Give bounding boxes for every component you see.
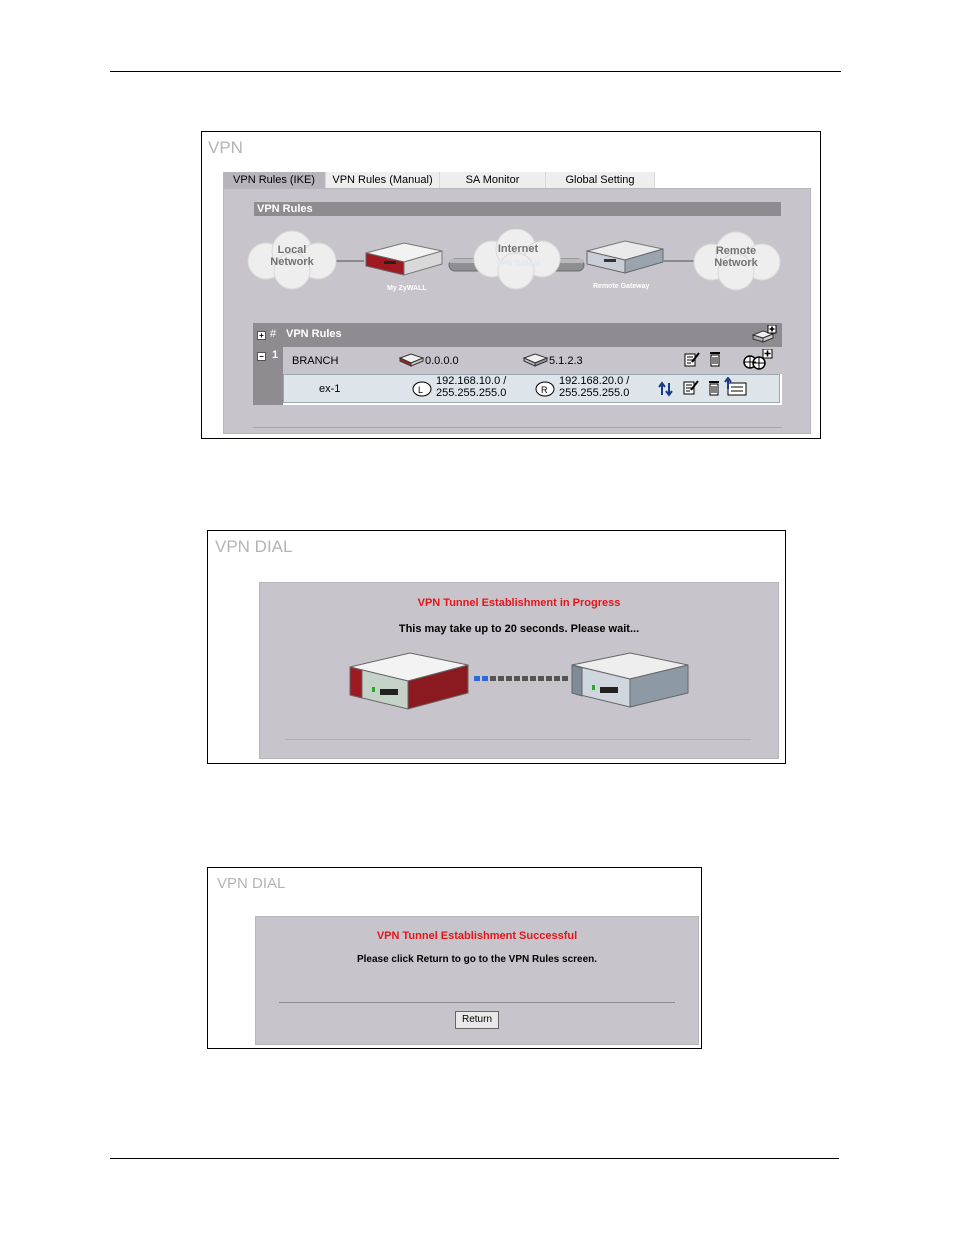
- add-network-policy-icon[interactable]: [741, 349, 773, 371]
- wait-message: This may take up to 20 seconds. Please wait...: [398, 623, 640, 635]
- local-network-ip: 192.168.10.0 /: [436, 375, 507, 387]
- local-gateway-icon: [399, 353, 425, 367]
- return-button[interactable]: Return: [455, 1011, 499, 1029]
- network-policy-row: [283, 374, 780, 403]
- svg-text:R: R: [541, 385, 548, 395]
- my-zywall-device: [366, 243, 442, 275]
- collapse-rule-button[interactable]: −: [257, 352, 266, 361]
- network-policy-name: ex-1: [319, 383, 341, 395]
- panel-title: VPN DIAL: [215, 537, 293, 556]
- remote-network-mask: 255.255.255.0: [559, 387, 630, 399]
- instruction-message: Please click Return to go to the VPN Rules screen.: [356, 954, 598, 965]
- dial-result-panel: [255, 916, 699, 1045]
- divider: [285, 739, 751, 740]
- remote-network-icon: [535, 380, 555, 398]
- local-network-label: Local Network: [270, 244, 314, 268]
- rule-number: 1: [272, 349, 279, 361]
- vpn-rules-table: [253, 323, 782, 405]
- status-message: VPN Tunnel Establishment in Progress: [417, 597, 621, 609]
- edit-icon[interactable]: [683, 379, 699, 395]
- my-zywall-label: My ZyWALL: [387, 285, 427, 292]
- tab-sa-monitor[interactable]: SA Monitor: [440, 172, 546, 188]
- remote-gateway-address: 5.1.2.3: [549, 355, 583, 367]
- tab-global-setting[interactable]: Global Setting: [546, 172, 655, 188]
- add-gateway-policy-icon[interactable]: [751, 325, 777, 345]
- progress-bar: [474, 676, 568, 681]
- vpn-rules-screen: [201, 131, 821, 439]
- local-network-mask: 255.255.255.0: [436, 387, 507, 399]
- local-gateway-address: 0.0.0.0: [425, 355, 459, 367]
- vpn-rules-panel: [223, 188, 811, 434]
- delete-icon[interactable]: [708, 351, 722, 367]
- table-header: [253, 323, 782, 347]
- panel-title: VPN: [208, 138, 243, 157]
- divider: [253, 427, 782, 428]
- dial-status-panel: [259, 582, 779, 759]
- internet-label: Internet: [497, 243, 539, 255]
- remote-network-address: [559, 375, 629, 399]
- expand-all-button[interactable]: +: [257, 331, 266, 340]
- panel-title: VPN DIAL: [217, 875, 286, 892]
- section-title: VPN Rules: [254, 202, 781, 216]
- remote-gateway-device: [587, 241, 663, 273]
- local-network-icon: [412, 380, 432, 398]
- edit-icon[interactable]: [684, 351, 700, 367]
- gateway-policy-row: [283, 347, 782, 374]
- remote-device-icon: [572, 653, 688, 707]
- remote-gateway-label: Remote Gateway: [593, 283, 650, 290]
- vpn-dial-success-screen: [207, 867, 702, 1049]
- footer-rule: [110, 1158, 839, 1159]
- dial-move-icon[interactable]: [658, 381, 674, 397]
- local-network-address: [436, 375, 506, 399]
- vpn-dial-progress-screen: [207, 530, 786, 764]
- status-message: VPN Tunnel Establishment Successful: [376, 930, 578, 942]
- delete-icon[interactable]: [707, 380, 721, 396]
- tab-vpn-rules-manual[interactable]: VPN Rules (Manual): [326, 172, 440, 188]
- col-vpn-rules-header: VPN Rules: [286, 328, 342, 340]
- divider: [279, 1002, 675, 1003]
- remote-gateway-icon: [523, 353, 549, 367]
- svg-text:L: L: [418, 385, 424, 395]
- vpn-tunnel-label: VPN Tunnel: [495, 259, 541, 268]
- remote-network-ip: 192.168.20.0 /: [559, 375, 630, 387]
- rule-index-column: [253, 347, 283, 405]
- tab-bar: [223, 172, 655, 188]
- header-rule: [110, 71, 841, 72]
- local-device-icon: [350, 653, 468, 709]
- vpn-network-diagram: [244, 229, 792, 309]
- dial-icon[interactable]: [724, 377, 748, 397]
- remote-network-label: Remote Network: [714, 245, 758, 269]
- col-number-header: #: [270, 328, 277, 340]
- gateway-policy-name: BRANCH: [292, 355, 339, 367]
- tunnel-progress-graphic: [348, 651, 690, 711]
- tab-vpn-rules-ike[interactable]: VPN Rules (IKE): [223, 172, 326, 188]
